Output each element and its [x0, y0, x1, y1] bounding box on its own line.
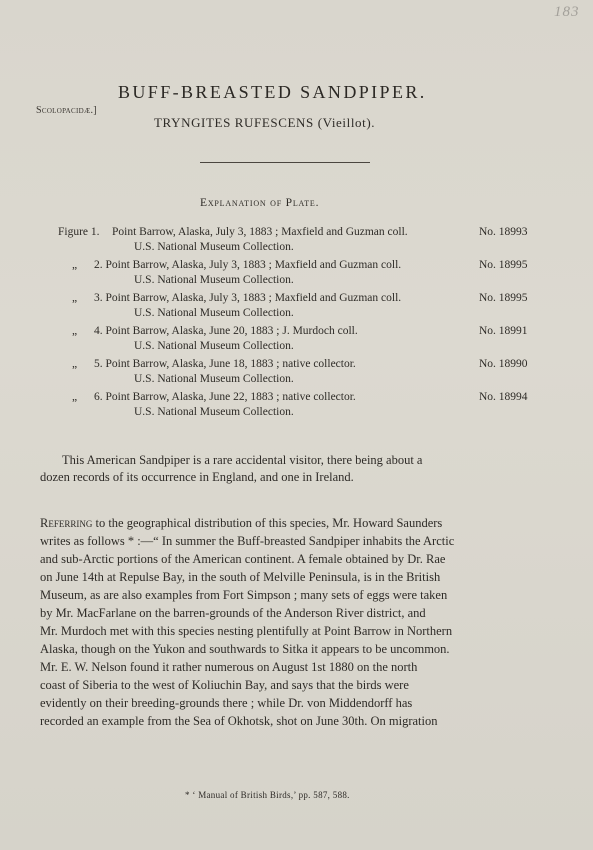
paragraph-line: Museum, as are also examples from Fort Simpson ; many sets of eggs were taken — [40, 588, 448, 602]
paragraph-line: dozen records of its occurrence in England, and one in Ireland. — [40, 470, 354, 484]
paragraph-line: Alaska, though on the Yukon and southwards to Sitka it appears to be uncommon. — [40, 642, 450, 656]
figure-prefix: „ — [72, 358, 78, 370]
figure-prefix: „ — [72, 292, 78, 304]
section-heading: Explanation of Plate. — [200, 197, 320, 209]
scientific-name: TRYNGITES RUFESCENS (Vieillot). — [154, 115, 376, 130]
paragraph-line: Mr. Murdoch met with this species nesting plentifully at Point Barrow in Northern — [40, 624, 453, 638]
paragraph-line: Mr. E. W. Nelson found it rather numerous on August 1st 1880 on the north — [40, 660, 418, 674]
paragraph-line: and sub-Arctic portions of the American continent. A female obtained by Dr. Rae — [40, 552, 446, 566]
figure-collection: U.S. National Museum Collection. — [134, 241, 294, 253]
figure-locality: 6. Point Barrow, Alaska, June 22, 1883 ; native collector. — [94, 391, 356, 403]
figure-entry — [58, 358, 558, 388]
figure-entry — [58, 391, 558, 421]
figure-prefix: „ — [72, 325, 78, 337]
figure-prefix: Figure 1. — [58, 226, 100, 238]
paragraph-line: evidently on their breeding-grounds there ; while Dr. von Middendorff has — [40, 696, 413, 710]
figure-prefix: „ — [72, 391, 78, 403]
paragraph-line: writes as follows * :—“ In summer the Buff-breasted Sandpiper inhabits the Arctic — [40, 534, 455, 548]
figure-catalog-number: No. 18995 — [479, 292, 528, 304]
paragraph-line: recorded an example from the Sea of Okhotsk, shot on June 30th. On migration — [40, 714, 438, 728]
figure-locality: 5. Point Barrow, Alaska, June 18, 1883 ; native collector. — [94, 358, 356, 370]
page-number: 183 — [554, 4, 580, 20]
figure-entry — [58, 325, 558, 355]
figure-collection: U.S. National Museum Collection. — [134, 340, 294, 352]
paragraph-line: This American Sandpiper is a rare accidental visitor, there being about a — [62, 453, 423, 467]
figure-catalog-number: No. 18990 — [479, 358, 528, 370]
figure-locality: 4. Point Barrow, Alaska, June 20, 1883 ; J. Murdoch coll. — [94, 325, 358, 337]
figure-catalog-number: No. 18994 — [479, 391, 528, 403]
paragraph-line: by Mr. MacFarlane on the barren-grounds of the Anderson River district, and — [40, 606, 426, 620]
divider-rule — [200, 162, 370, 163]
figure-prefix: „ — [72, 259, 78, 271]
figure-collection: U.S. National Museum Collection. — [134, 274, 294, 286]
paragraph-line: on June 14th at Repulse Bay, in the south of Melville Peninsula, is in the British — [40, 570, 441, 584]
figure-collection: U.S. National Museum Collection. — [134, 373, 294, 385]
footnote: * ‘ Manual of British Birds,’ pp. 587, 588. — [185, 790, 350, 800]
species-title: BUFF-BREASTED SANDPIPER. — [118, 82, 427, 102]
figure-catalog-number: No. 18993 — [479, 226, 528, 238]
paragraph-line: Referring to the geographical distribution of this species, Mr. Howard Saunders — [40, 516, 443, 530]
figure-entry — [58, 259, 558, 289]
figure-locality: 2. Point Barrow, Alaska, July 3, 1883 ; Maxfield and Guzman coll. — [94, 259, 402, 271]
paragraph-line: coast of Siberia to the west of Koliuchin Bay, and says that the birds were — [40, 678, 409, 692]
family-label: Scolopacidæ.] — [36, 105, 97, 116]
figure-entry — [58, 292, 558, 322]
figure-locality: 3. Point Barrow, Alaska, July 3, 1883 ; Maxfield and Guzman coll. — [94, 292, 402, 304]
figure-catalog-number: No. 18991 — [479, 325, 528, 337]
figure-collection: U.S. National Museum Collection. — [134, 406, 294, 418]
figure-entry — [58, 226, 558, 256]
figure-locality: Point Barrow, Alaska, July 3, 1883 ; Maxfield and Guzman coll. — [112, 226, 408, 238]
lead-word: Referring — [40, 516, 93, 530]
figure-collection: U.S. National Museum Collection. — [134, 307, 294, 319]
figure-catalog-number: No. 18995 — [479, 259, 528, 271]
